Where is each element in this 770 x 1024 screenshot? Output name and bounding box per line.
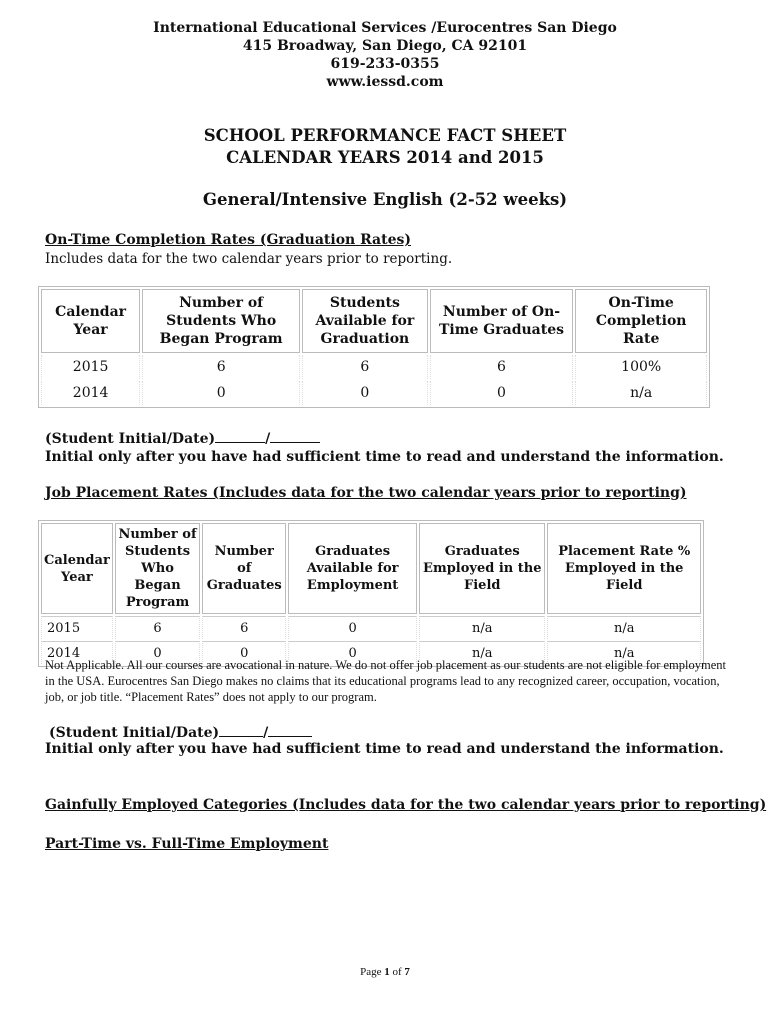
placement-note: Not Applicable. All our courses are avocational in nature. We do not offer job placement as our students are not eligible for employment in the USA. Eurocentres San Diego makes no claims that its educational programs lead to any recognized career, occupation, vocation, job, or job title. “Placement Rates” does not apply to our program.	[45, 658, 726, 704]
table-cell: 6	[142, 355, 300, 379]
table-cell: 2014	[41, 381, 140, 405]
org-address: 415 Broadway, San Diego, CA 92101	[242, 38, 528, 54]
student-initial-line	[45, 430, 320, 447]
page-footer	[0, 966, 770, 978]
page-prefix: Page	[360, 966, 382, 978]
completion-table	[38, 286, 710, 408]
table-cell: n/a	[419, 641, 545, 664]
table-cell: 2015	[41, 616, 113, 639]
table-cell: 0	[115, 641, 200, 664]
completion-header-row	[41, 289, 707, 353]
initial-instruction-2: Initial only after you have had sufficient time to read and understand the information.	[45, 741, 724, 757]
page-number: 1	[384, 966, 390, 978]
date-blank[interactable]	[270, 430, 320, 443]
table-cell: 100%	[575, 355, 707, 379]
student-initial-label: (Student Initial/Date)	[49, 725, 220, 741]
completion-subtext: Includes data for the two calendar years prior to reporting.	[45, 251, 453, 267]
page-total: 7	[404, 966, 410, 978]
col-header: Calendar Year	[41, 523, 113, 614]
completion-heading: On-Time Completion Rates (Graduation Rates)	[45, 232, 411, 248]
table-cell: n/a	[575, 381, 707, 405]
table-row	[41, 355, 707, 379]
table-cell: n/a	[547, 641, 701, 664]
col-header: Number of Students Who Began Program	[115, 523, 200, 614]
student-initial-line-2	[49, 724, 312, 741]
doc-title: SCHOOL PERFORMANCE FACT SHEET	[203, 126, 567, 145]
col-header: On-Time Completion Rate	[575, 289, 707, 353]
table-cell: n/a	[419, 616, 545, 639]
program-title: General/Intensive English (2-52 weeks)	[202, 190, 568, 209]
table-cell: 6	[430, 355, 574, 379]
table-cell: 0	[202, 641, 286, 664]
initial-separator: /	[263, 725, 269, 741]
col-header: Number of On-Time Graduates	[430, 289, 574, 353]
col-header: Calendar Year	[41, 289, 140, 353]
gainful-heading: Gainfully Employed Categories (Includes data for the two calendar years prior to reporting)	[45, 797, 767, 813]
col-header: Number of Students Who Began Program	[142, 289, 300, 353]
table-cell: 2015	[41, 355, 140, 379]
table-cell: 0	[288, 641, 417, 664]
col-header: Graduates Employed in the Field	[419, 523, 545, 614]
table-row	[41, 616, 701, 639]
table-cell: 0	[288, 616, 417, 639]
initial-instruction: Initial only after you have had sufficient time to read and understand the information.	[45, 449, 724, 465]
col-header: Students Available for Graduation	[302, 289, 428, 353]
employment-subheading: Part-Time vs. Full-Time Employment	[45, 836, 329, 852]
col-header: Placement Rate % Employed in the Field	[547, 523, 701, 614]
table-row	[41, 381, 707, 405]
col-header: Graduates Available for Employment	[288, 523, 417, 614]
table-cell: n/a	[547, 616, 701, 639]
org-name: International Educational Services /Eurocentres San Diego	[153, 20, 617, 36]
table-cell: 0	[302, 381, 428, 405]
org-website: www.iessd.com	[326, 74, 444, 90]
table-cell: 6	[302, 355, 428, 379]
placement-header-row	[41, 523, 701, 614]
initial-blank[interactable]	[215, 430, 265, 443]
initial-separator: /	[265, 431, 271, 447]
org-phone: 619-233-0355	[330, 56, 440, 72]
page-of: of	[392, 966, 402, 978]
table-cell: 0	[142, 381, 300, 405]
initial-blank[interactable]	[219, 724, 263, 737]
table-cell: 6	[115, 616, 200, 639]
doc-subtitle: CALENDAR YEARS 2014 and 2015	[226, 148, 544, 167]
table-cell: 6	[202, 616, 286, 639]
student-initial-label: (Student Initial/Date)	[45, 431, 216, 447]
table-cell: 2014	[41, 641, 113, 664]
placement-table	[38, 520, 704, 667]
col-header: Number of Graduates	[202, 523, 286, 614]
table-cell: 0	[430, 381, 574, 405]
placement-heading: Job Placement Rates (Includes data for the two calendar years prior to reporting)	[45, 485, 687, 501]
date-blank[interactable]	[268, 724, 312, 737]
